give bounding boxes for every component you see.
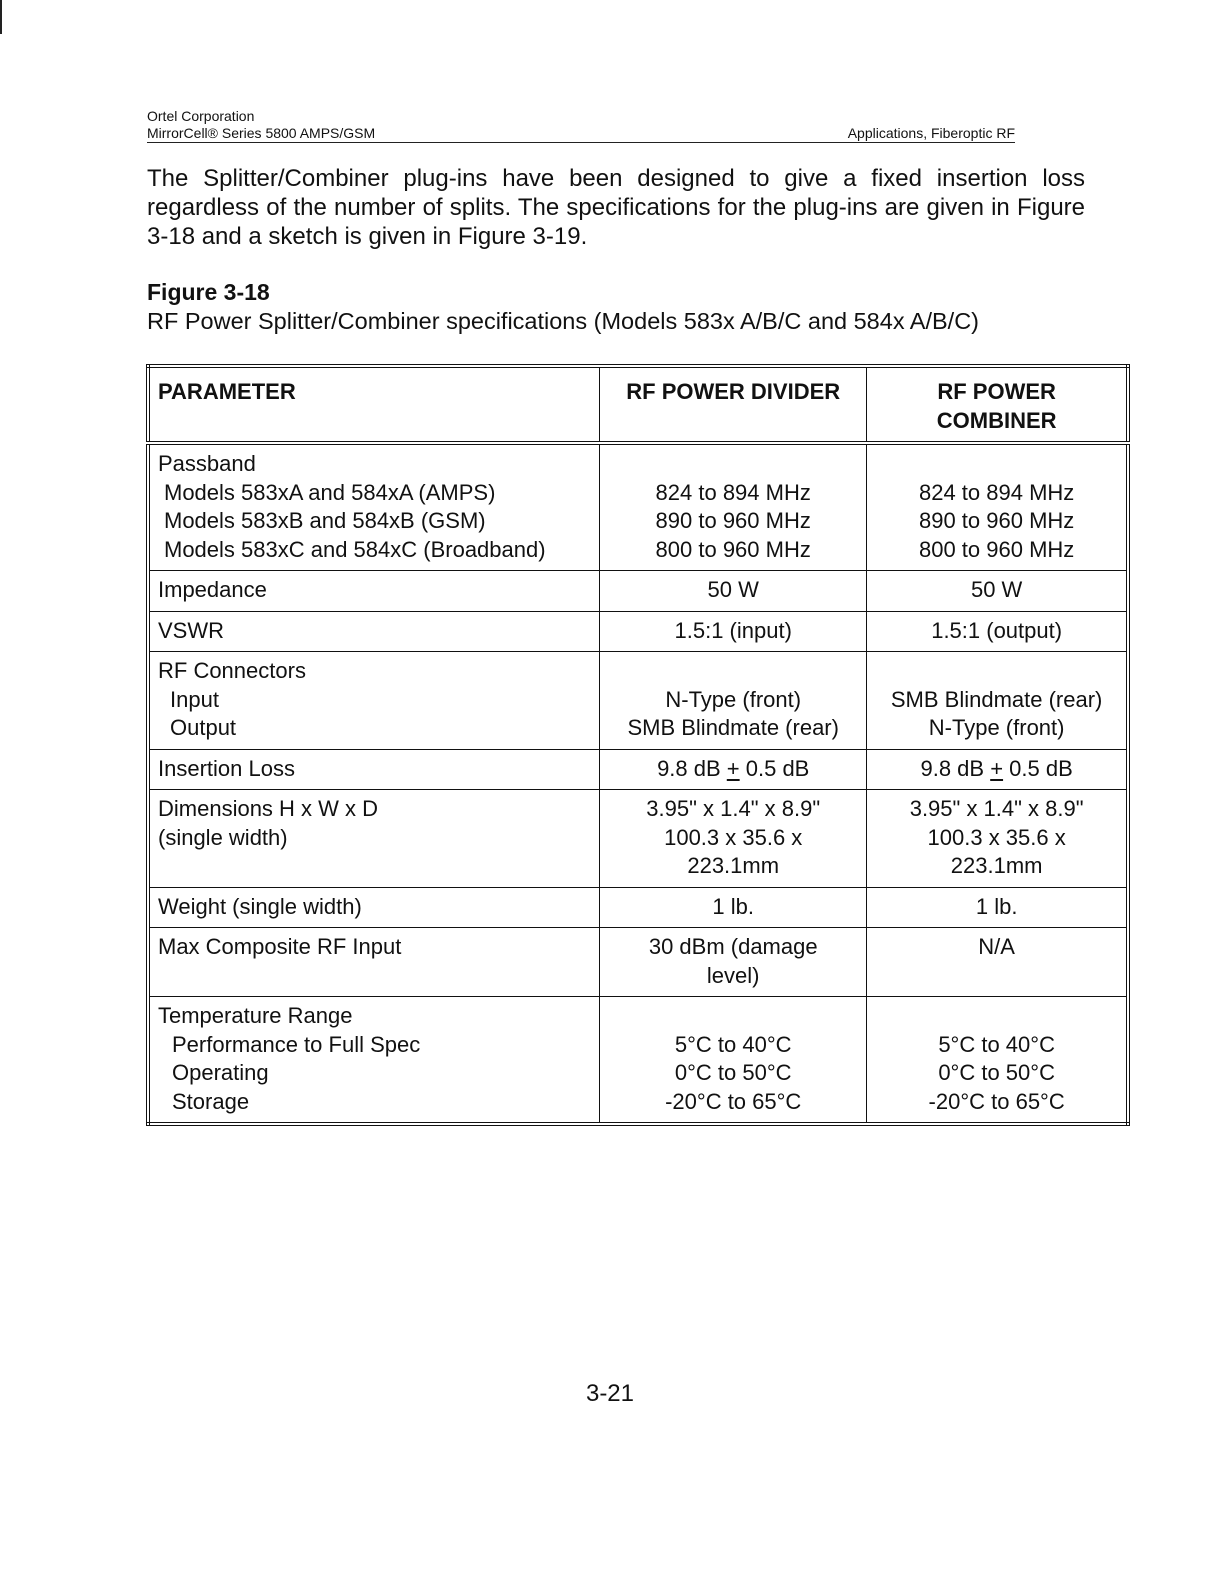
intro-line-3: 3-18 and a sketch is given in Figure 3-19. (147, 223, 588, 250)
impedance-label: Impedance (148, 571, 600, 612)
connectors-divider-output: SMB Blindmate (rear) (627, 715, 839, 740)
passband-label-cell (148, 443, 600, 571)
passband-combiner-value: 824 to 894 MHz (918, 479, 1075, 505)
table-row-passband (148, 443, 1128, 571)
passband-divider-cell (600, 443, 867, 571)
dimensions-combiner-value: 3.95" x 1.4" x 8.9" (909, 796, 1084, 821)
vswr-label: VSWR (148, 611, 600, 652)
temperature-label: Temperature Range (158, 1003, 353, 1028)
table-row-max-input (148, 928, 1128, 997)
passband-divider-value: 824 to 894 MHz (655, 479, 811, 505)
table-row-vswr (148, 611, 1128, 652)
header-company: Ortel Corporation (147, 108, 255, 124)
temperature-item: Performance to Full Spec (172, 1031, 421, 1057)
header-combiner-line-1: RF POWER (937, 379, 1056, 404)
table-row-weight (148, 887, 1128, 928)
impedance-combiner: 50 W (867, 571, 1128, 612)
page-header (147, 108, 1015, 143)
temperature-combiner-value: 0°C to 50°C (938, 1060, 1055, 1085)
header-product: MirrorCell® Series 5800 AMPS/GSM (147, 125, 376, 141)
connectors-input-label: Input (170, 686, 219, 712)
plus-minus-symbol: + (990, 755, 1004, 781)
intro-paragraph (147, 164, 1085, 251)
impedance-divider: 50 W (600, 571, 867, 612)
dimensions-divider-value: 223.1mm (687, 853, 780, 878)
header-combiner (867, 366, 1128, 443)
connectors-combiner-input: SMB Blindmate (rear) (890, 686, 1103, 712)
plus-minus-symbol: + (726, 755, 740, 781)
insertion-loss-divider-value: 9.8 dB (657, 755, 727, 781)
intro-line-1: The Splitter/Combiner plug-ins have been designed to give a fixed insertion loss (147, 165, 1085, 192)
passband-model: Models 583xB and 584xB (GSM) (164, 508, 486, 533)
temperature-divider-value: 0°C to 50°C (674, 1060, 792, 1085)
temperature-divider-value: 5°C to 40°C (674, 1031, 792, 1057)
passband-divider-value: 800 to 960 MHz (655, 536, 811, 562)
connectors-label: RF Connectors (158, 658, 306, 683)
insertion-loss-combiner-value: 9.8 dB (920, 755, 991, 781)
header-section: Applications, Fiberoptic RF (847, 125, 1015, 141)
passband-combiner-cell (867, 443, 1128, 571)
weight-divider: 1 lb. (600, 887, 867, 928)
connectors-combiner-output: N-Type (front) (928, 715, 1065, 740)
max-input-divider-cell (600, 928, 867, 997)
vswr-divider: 1.5:1 (input) (600, 611, 867, 652)
max-input-divider-line-1: 30 dBm (damage (648, 934, 818, 959)
figure-caption: RF Power Splitter/Combiner specifications (Models 583x A/B/C and 584x A/B/C) (147, 308, 980, 334)
page-number: 3-21 (585, 1380, 635, 1407)
max-input-combiner: N/A (867, 928, 1128, 997)
dimensions-divider-value: 100.3 x 35.6 x (664, 824, 803, 850)
figure-title: Figure 3-18 (147, 279, 270, 305)
dimensions-combiner-cell (867, 790, 1128, 888)
dimensions-divider-cell (600, 790, 867, 888)
max-input-divider-line-2: level) (706, 962, 760, 988)
table-row-temperature (148, 997, 1128, 1125)
weight-combiner: 1 lb. (867, 887, 1128, 928)
insertion-loss-divider-tolerance: 0.5 dB (739, 755, 810, 781)
passband-model: Models 583xC and 584xC (Broadband) (164, 536, 546, 562)
dimensions-combiner-value: 100.3 x 35.6 x (927, 824, 1066, 850)
table-row-insertion-loss (148, 749, 1128, 790)
insertion-loss-combiner-tolerance: 0.5 dB (1003, 755, 1073, 781)
temperature-divider-cell (600, 997, 867, 1125)
intro-line-2: regardless of the number of splits. The specifications for the plug-ins are given in Figure (147, 194, 1085, 221)
temperature-combiner-value: -20°C to 65°C (928, 1088, 1065, 1114)
temperature-item: Storage (172, 1088, 250, 1114)
header-rule (147, 125, 1015, 143)
dimensions-label-cell (148, 790, 600, 888)
connectors-divider-cell (600, 652, 867, 750)
dimensions-combiner-value: 223.1mm (950, 853, 1043, 878)
insertion-loss-label: Insertion Loss (148, 749, 600, 790)
passband-divider-value: 890 to 960 MHz (655, 508, 811, 533)
connectors-combiner-cell (867, 652, 1128, 750)
temperature-label-cell (148, 997, 600, 1125)
table-row-impedance (148, 571, 1128, 612)
header-combiner-line-2: COMBINER (936, 407, 1057, 433)
dimensions-label: Dimensions H x W x D (158, 796, 379, 821)
weight-label: Weight (single width) (148, 887, 600, 928)
passband-label: Passband (158, 451, 256, 476)
passband-combiner-value: 890 to 960 MHz (918, 508, 1075, 533)
passband-model: Models 583xA and 584xA (AMPS) (164, 479, 496, 505)
dimensions-sub-label: (single width) (158, 824, 288, 850)
insertion-loss-divider (600, 749, 867, 790)
max-input-label: Max Composite RF Input (148, 928, 600, 997)
table-header-row (148, 366, 1128, 443)
table-row-connectors (148, 652, 1128, 750)
insertion-loss-combiner (867, 749, 1128, 790)
dimensions-divider-value: 3.95" x 1.4" x 8.9" (646, 796, 821, 821)
temperature-divider-value: -20°C to 65°C (665, 1088, 802, 1114)
connectors-label-cell (148, 652, 600, 750)
temperature-item: Operating (172, 1060, 269, 1085)
table-row-dimensions (148, 790, 1128, 888)
spec-table (146, 364, 1130, 1126)
connectors-output-label: Output (170, 715, 237, 740)
vswr-combiner: 1.5:1 (output) (867, 611, 1128, 652)
temperature-combiner-cell (867, 997, 1128, 1125)
connectors-divider-input: N-Type (front) (665, 686, 802, 712)
passband-combiner-value: 800 to 960 MHz (918, 536, 1075, 562)
scan-margin-mark (0, 0, 2, 34)
header-parameter: PARAMETER (148, 366, 600, 443)
header-divider: RF POWER DIVIDER (600, 366, 867, 443)
temperature-combiner-value: 5°C to 40°C (938, 1031, 1055, 1057)
